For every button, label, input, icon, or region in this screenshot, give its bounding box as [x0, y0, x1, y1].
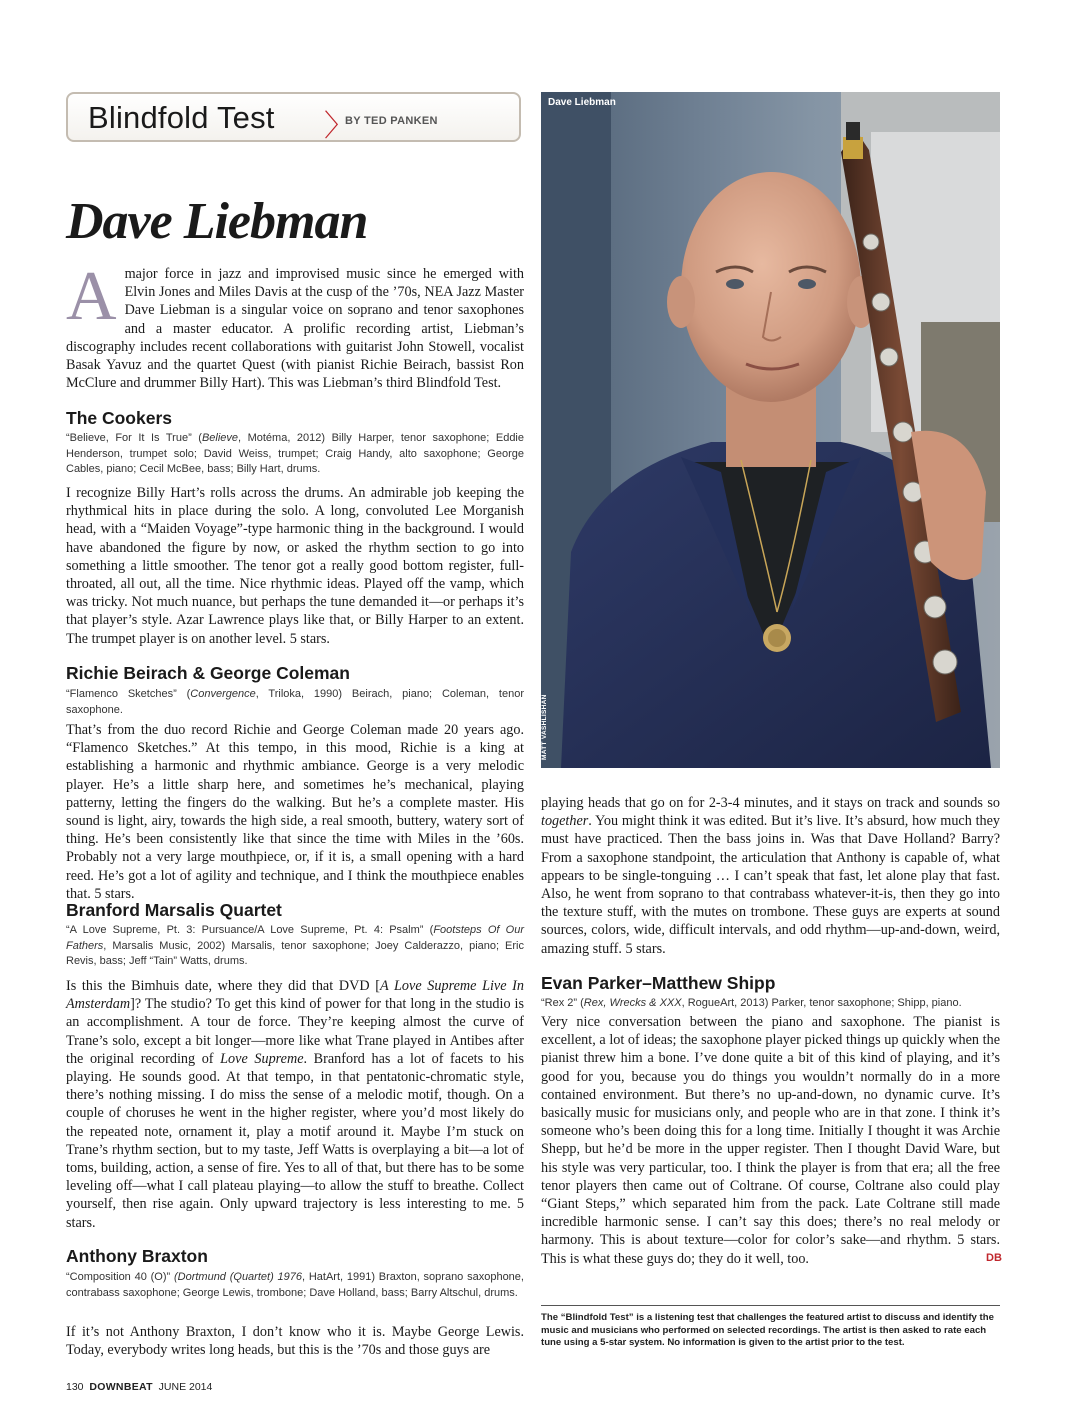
photo-credit: MATT VASHLISHAN	[541, 694, 548, 760]
review-body-branford-marsalis: Is this the Bimhuis date, where they did that DVD [A Love Supreme Live In Amsterdam]? The studio? To get this kind of power for that long in the studio is an accomplishment. A tour de force. They’re keeping almost the curve of Trane’s solo, except a bit longer—more like what Trane played in Antibes after the original recording of Love Supreme. Branford has a lot of facets to his playing. He sounds good. At that tempo, in that pentatonic-chromatic style, there’s nothing missing. I do miss the sense of a melodic motif, though. On a couple of choruses he went in the higher register, where you’d most likely do the repeated note, ornament it, play a motif around it. Maybe I’m stuck on Trane’s rhythm section, but to my taste, Jeff Watts is overplaying a bit—a lot of toms, building, action, a sense of fire. Yes to all of that, but there has to be some leveling off—what I call plateau playing—to allow the stuff to breathe. Collect yourself, then rise again. Only upward trajectory is less interesting to me. 5 stars.	[66, 978, 524, 1231]
footnote: The “Blindfold Test” is a listening test that challenges the featured artist to discuss and identify the music and musicians who performed on selected recordings. The artist is then asked to rate each tune using a 5-star system. No information is given to the artist prior to the test.	[541, 1312, 994, 1348]
column-header-box	[66, 92, 521, 142]
track-credit-branford-marsalis: “A Love Supreme, Pt. 3: Pursuance/A Love Supreme, Pt. 4: Psalm” (Footsteps Of Our Fathers, Marsalis Music, 2002) Marsalis, tenor saxophone; Joey Calderazzo, piano; Eric Revis, bass; Jeff “Tain” Watts, drums.	[66, 924, 524, 967]
chevron-right-icon: 〉	[324, 110, 354, 143]
footnote-rule	[541, 1305, 1000, 1306]
drop-cap: A	[66, 258, 117, 335]
section-heading-branford-marsalis: Branford Marsalis Quartet	[66, 900, 282, 920]
review-body-beirach-coleman: That’s from the duo record Richie and George Coleman made 20 years ago. “Flamenco Sketches.” At this tempo, in this mood, Richie is a king at establishing a harmonic and rhythmic ambiance. George is a very melodic player. He’s a little sharp here, and sometimes he’s mechanical, playing patterny, letting the fingers do the walking. But he’s a complete master. His sound is light, airy, towards the high side, a real smooth, buttery, watery sort of thing. He’s been consistently like that since the time with Miles in the ’60s. Probably not a very large mouthpiece, or, if it is, a small opening with a hard reed. He’s got a lot of agility and technique, and I think the mouthpiece enables that. 5 stars.	[66, 722, 524, 902]
magazine-name: DOWNBEAT	[89, 1381, 153, 1393]
byline: BY TED PANKEN	[345, 115, 438, 127]
issue-date: JUNE 2014	[158, 1381, 213, 1393]
section-heading-cookers: The Cookers	[66, 408, 172, 428]
column-title: Blindfold Test	[88, 100, 275, 135]
portrait-illustration	[541, 92, 1000, 768]
track-credit-cookers: “Believe, For It Is True” (Believe, Motéma, 2012) Billy Harper, tenor saxophone; Eddie Henderson, trumpet solo; David Weiss, trumpet; Craig Handy, alto saxophone; George Cables, piano; Cecil McBee, bass; Billy Hart, drums.	[66, 432, 524, 475]
end-mark: DB	[986, 1252, 1002, 1264]
page-number: 130	[66, 1381, 84, 1393]
track-credit-beirach-coleman: “Flamenco Sketches” (Convergence, Triloka, 1990) Beirach, piano; Coleman, tenor saxophone.	[66, 688, 524, 716]
intro-paragraph	[66, 258, 524, 392]
section-heading-anthony-braxton: Anthony Braxton	[66, 1246, 208, 1266]
article-title: Dave Liebman	[66, 193, 368, 250]
review-body-parker-shipp: Very nice conversation between the piano and saxophone. The pianist is excellent, a lot of ideas; the saxophone player picked things up quickly when the pianist threw him a bone. I’ve done quite a bit of this kind of playing, and it’s good for you, because you do things you wouldn’t normally do in a more contained environment. But there’s no up-and-down, no dynamic curve. It’s basically music for musicians only, and people who are in that zone. I think it’s someone who’s been doing this for a long time. Initially I thought it was Archie Shepp, but he’d be more in the upper register. Then I thought David Ware, but his style was very particular, too. I think the player is from that era; all the free tenor players then came out of Coltrane. Of course, Coltrane also could play “Giant Steps,” which separated him from the pack. Late Coltrane still made incredible harmonic sense. I can’t say this does; there’s no real melody or harmony. This is about texture—color for color’s sake—and rhythm. 5 stars. This is what these guys do; they do it well, too.	[541, 1014, 1000, 1267]
section-heading-parker-shipp: Evan Parker–Matthew Shipp	[541, 973, 776, 993]
track-credit-parker-shipp: “Rex 2” (Rex, Wrecks & XXX, RogueArt, 2013) Parker, tenor saxophone; Shipp, piano.	[541, 997, 962, 1009]
page-folio	[66, 1381, 212, 1393]
review-body-anthony-braxton-col2: playing heads that go on for 2-3-4 minutes, and it stays on track and sounds so together. You might think it was edited. But it’s live. It’s absurd, how much they must have practiced. Then the bass joins in. Was that Dave Holland? Barry? From a saxophone standpoint, the articulation that Anthony is capable of, what appears to be single-tonguing … I can’t speak that fast, let alone play that fast. Also, he went from soprano to that contrabass whatever-it-is, then they go into the texture stuff, with the mutes on trombone. These guys are experts at sound sources, colors, wide, difficult intervals, and odd rhythm—up-and-down, weird, amazing stuff. 5 stars.	[541, 795, 1000, 957]
track-credit-anthony-braxton: “Composition 40 (O)” (Dortmund (Quartet) 1976, HatArt, 1991) Braxton, soprano saxophone, contrabass saxophone; George Lewis, trombone; Dave Holland, bass; Barry Altschul, drums.	[66, 1271, 524, 1299]
review-body-anthony-braxton-col1: If it’s not Anthony Braxton, I don’t know who it is. Maybe George Lewis. Today, everybody writes long heads, but this is the ’70s and those guys are	[66, 1324, 524, 1359]
intro-text: major force in jazz and improvised music since he emerged with Elvin Jones and Miles Davis at the cusp of the ’70s, NEA Jazz Master Dave Liebman is a singular voice on soprano and tenor saxophones and a master educator. A prolific recording artist, Liebman’s discography includes recent collaborations with guitarist John Stowell, vocalist Basak Yavuz and the quartet Quest (with pianist Richie Beirach, bassist Ron McClure and drummer Billy Hart). This was Liebman’s third Blindfold Test.	[66, 266, 524, 392]
review-body-cookers: I recognize Billy Hart’s rolls across the drums. An admirable job keeping the rhythmical hits in place during the solo. A long, convoluted Lee Morganish head, with a “Maiden Voyage”-type harmonic thing in the background. I would have abandoned the figure by now, or asked the rhythm section to go into something a little smoother. The tenor got a really good bottom register, full-throated, all out, all the time. Nice rhythmic ideas. Played off the vamp, which was tricky. Not much nuance, but perhaps the tune demanded it—or perhaps it’s that player’s style. Azar Lawrence plays like that, or Billy Harper to an extent. The trumpet player is on another level. 5 stars.	[66, 485, 524, 647]
portrait-photo	[541, 92, 1000, 768]
photo-caption: Dave Liebman	[548, 97, 616, 108]
section-heading-beirach-coleman: Richie Beirach & George Coleman	[66, 663, 350, 683]
